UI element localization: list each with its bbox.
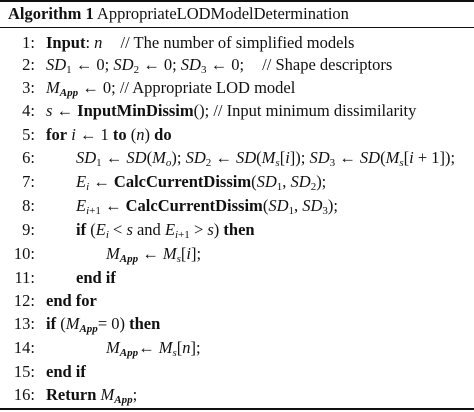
line-number: 11: [14, 268, 35, 287]
line-number: 2: [22, 55, 35, 74]
line-content: $M_{App}$ ← 0; // Appropriate LOD model [46, 78, 296, 99]
algorithm-label: Algorithm 1 [8, 4, 94, 23]
line-content: $SD_1$ ← $SD(M_o)$; $SD_2$ ← $SD(M_s[i])$; $SD_3$ ← $SD(M_s[i + 1])$; [76, 148, 456, 169]
bottom-rule [0, 408, 474, 410]
top-rule [0, 0, 474, 2]
line-comment: // Shape descriptors [262, 55, 393, 74]
algorithm-caption [8, 5, 349, 23]
line-content: s ← InputMinDissim(); // Input minimum dissimilarity [46, 101, 417, 120]
line-number: 16: [13, 385, 35, 404]
caption-rule [0, 27, 474, 28]
line-number: 14: [13, 338, 35, 357]
line-content: $M_{App}$ ← $M_s[i]$; [106, 244, 202, 265]
line-number: 1: [22, 33, 35, 52]
line-content: end if [76, 268, 116, 287]
line-number: 5: [22, 125, 35, 144]
line-content: end for [46, 291, 97, 310]
line-comment: // Input minimum dissimilarity [213, 101, 417, 120]
line-number: 6: [22, 148, 35, 167]
line-content: for i ← 1 to (n) do [46, 125, 172, 144]
line-number: 15: [13, 362, 35, 381]
line-content: $E_{i+1}$ ← $CalcCurrentDissim(SD_1$, $SD_3$); [76, 196, 338, 217]
line-number: 13: [13, 314, 35, 333]
line-number: 8: [22, 196, 35, 215]
line-number: 10: [13, 244, 35, 263]
line-number: 7: [22, 172, 35, 191]
line-comment: // The number of simplified models [120, 33, 355, 52]
line-content: $M_{App}\leftarrow$ $M_s[n]$; [106, 338, 201, 359]
line-number: 9: [22, 220, 35, 239]
algorithm-name: AppropriateLODModelDetermination [96, 4, 349, 23]
line-comment: // Appropriate LOD model [119, 78, 296, 97]
line-content: $SD_1$ ← 0; $SD_2$ ← 0; $SD_3$ ← 0; // Shape descriptors [46, 55, 393, 76]
line-content: $E_i$ ← $CalcCurrentDissim(SD_1$, $SD_2$); [76, 172, 327, 193]
line-content: Input: n // The number of simplified models [46, 33, 355, 52]
line-number: 4: [22, 101, 35, 120]
line-number: 3: [22, 78, 35, 97]
line-content: end if [46, 362, 86, 381]
line-content: Return $M_{App}$; [46, 385, 138, 406]
line-number: 12: [13, 291, 35, 310]
line-content: if $(M_{App}= 0)$ then [46, 314, 161, 335]
line-content: if ($E_i < s$ and $E_{i+1} > s$) then [76, 220, 255, 241]
